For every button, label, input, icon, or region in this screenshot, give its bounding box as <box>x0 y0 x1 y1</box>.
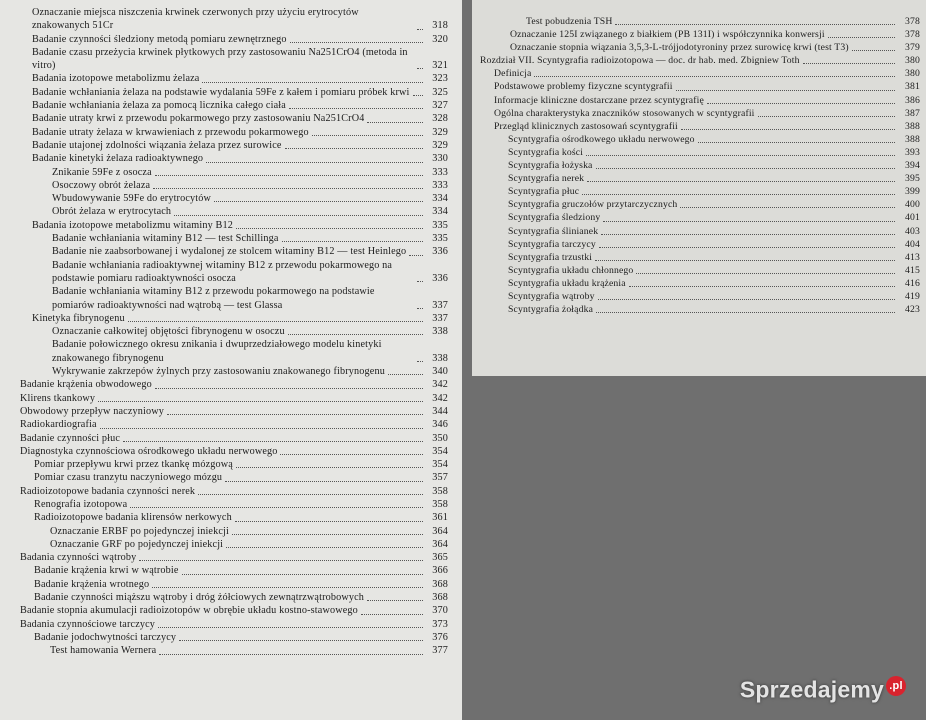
toc-dot-leader <box>153 187 423 189</box>
toc-dot-leader <box>758 115 895 117</box>
toc-dot-leader <box>236 227 423 229</box>
toc-entry <box>20 538 448 551</box>
toc-page-number: 342 <box>432 392 448 404</box>
toc-entry <box>480 146 920 159</box>
toc-page-number: 318 <box>432 20 448 32</box>
toc-dot-leader <box>615 23 895 25</box>
toc-entry-title: Osoczowy obrót żelaza <box>52 179 151 191</box>
toc-dot-leader <box>417 280 423 282</box>
toc-dot-leader <box>582 193 895 195</box>
toc-dot-leader <box>152 586 423 588</box>
toc-page-number: 364 <box>432 525 448 537</box>
toc-entry <box>20 365 448 378</box>
toc-dot-leader <box>182 573 423 575</box>
toc-dot-leader <box>130 506 423 508</box>
toc-dot-leader <box>681 128 895 130</box>
toc-dot-leader <box>312 134 423 136</box>
toc-page-number: 335 <box>432 233 448 245</box>
toc-entry <box>20 112 448 125</box>
toc-page-number: 395 <box>905 173 920 185</box>
toc-dot-leader <box>174 214 423 216</box>
toc-page-number: 327 <box>432 100 448 112</box>
toc-entry-title: Scyntygrafia ślinianek <box>508 225 599 237</box>
toc-entry-title: Scyntygrafia gruczołów przytarczycznych <box>508 199 678 211</box>
toc-entry-title: Oznaczanie całkowitej objętości fibrynogenu w osoczu <box>52 326 285 338</box>
toc-entry <box>20 166 448 179</box>
toc-page-number: 342 <box>432 379 448 391</box>
toc-page-number: 334 <box>432 193 448 205</box>
toc-entry-title: Badania czynnościowe tarczycy <box>20 618 156 630</box>
toc-dot-leader <box>155 174 423 176</box>
toc-page-number: 329 <box>432 126 448 138</box>
toc-page-number: 338 <box>432 326 448 338</box>
toc-page-number: 415 <box>905 264 920 276</box>
toc-entry <box>480 277 920 290</box>
toc-entry-title: Scyntygrafia nerek <box>508 173 585 185</box>
toc-entry-title: Rozdział VII. Scyntygrafia radioizotopowa — doc. dr hab. med. Zbigniew Toth <box>480 55 800 67</box>
toc-dot-leader <box>214 200 423 202</box>
toc-page-number: 361 <box>432 512 448 524</box>
toc-entry <box>20 72 448 85</box>
toc-entry-title: Klirens tkankowy <box>20 392 96 404</box>
toc-entry-title: Oznaczanie stopnia wiązania 3,5,3-L-trójjodotyroniny przez surowicę krwi (test T3) <box>510 42 849 54</box>
toc-page-number: 336 <box>432 272 448 284</box>
toc-entry-title: Badanie krążenia obwodowego <box>20 379 152 391</box>
toc-page-number: 320 <box>432 33 448 45</box>
toc-entry <box>20 511 448 524</box>
toc-dot-leader <box>202 81 423 83</box>
toc-page-number: 370 <box>432 605 448 617</box>
toc-dot-leader <box>417 360 423 362</box>
toc-entry-title: Radioizotopowe badania czynności nerek <box>20 485 196 497</box>
toc-dot-leader <box>225 480 423 482</box>
toc-page-number: 380 <box>905 55 920 67</box>
toc-entry-title: Scyntygrafia kości <box>508 146 584 158</box>
toc-dot-leader <box>236 466 423 468</box>
toc-entry <box>480 251 920 264</box>
toc-page-number: 423 <box>905 304 920 316</box>
toc-entry <box>480 94 920 107</box>
toc-entry-title: Wykrywanie zakrzepów żylnych przy zastosowaniu znakowanego fibrynogenu <box>52 366 385 378</box>
toc-dot-leader <box>828 36 895 38</box>
toc-page-number: 400 <box>905 199 920 211</box>
toc-entry <box>480 41 920 54</box>
toc-page-number: 328 <box>432 113 448 125</box>
toc-entry-title: Badanie kinetyki żelaza radioaktywnego <box>32 153 204 165</box>
toc-page-number: 393 <box>905 146 920 158</box>
sprzedajemy-watermark-logo <box>740 676 906 704</box>
toc-page-number: 350 <box>432 432 448 444</box>
toc-entry-title: Badanie wchłaniania radioaktywnej witaminy B12 z przewodu pokarmowego na podstawie pomiaru radioaktywności osocza <box>52 259 393 284</box>
toc-entry <box>480 159 920 172</box>
toc-entry-title: Badanie czynności miąższu wątroby i dróg żółciowych zewnątrzwątrobowych <box>34 592 365 604</box>
toc-entry-title: Test pobudzenia TSH <box>526 16 613 27</box>
toc-dot-leader <box>159 653 423 655</box>
toc-entry <box>20 325 448 338</box>
toc-entry-title: Obrót żelaza w erytrocytach <box>52 206 172 218</box>
toc-page-number: 419 <box>905 290 920 302</box>
toc-entry-title: Badania izotopowe metabolizmu żelaza <box>32 73 200 85</box>
toc-entry-title: Scyntygrafia łożyska <box>508 160 593 172</box>
toc-page-number: 403 <box>905 225 920 237</box>
toc-page-number: 358 <box>432 485 448 497</box>
toc-entry-title: Informacje kliniczne dostarczane przez scyntygrafię <box>494 94 704 106</box>
toc-entry <box>20 405 448 418</box>
toc-dot-leader <box>707 102 895 104</box>
toc-entry <box>480 238 920 251</box>
toc-entry-title: Pomiar przepływu krwi przez tkankę mózgową <box>34 459 233 471</box>
toc-entry <box>20 126 448 139</box>
toc-entry-title: Oznaczanie GRF po pojedynczej iniekcji <box>50 538 224 550</box>
toc-dot-leader <box>367 121 423 123</box>
toc-entry-title: Renografia izotopowa <box>34 498 128 510</box>
toc-entry-title: Scyntygrafia trzustki <box>508 251 593 263</box>
toc-dot-leader <box>596 167 895 169</box>
toc-page-number: 416 <box>905 277 920 289</box>
toc-entry-title: Badanie stopnia akumulacji radioizotopów w obrębie układu kostno-stawowego <box>20 605 358 617</box>
toc-entry <box>20 631 448 644</box>
toc-entry <box>20 139 448 152</box>
toc-entry-title: Badanie czasu przeżycia krwinek płytkowych przy zastosowaniu Na251CrO4 (metoda in vitro) <box>32 46 408 72</box>
toc-entry <box>480 54 920 67</box>
toc-dot-leader <box>98 400 423 402</box>
toc-page-number: 404 <box>905 238 920 250</box>
toc-entry-title: Scyntygrafia płuc <box>508 186 580 198</box>
toc-entry-title: Badanie wchłaniania żelaza na podstawie wydalania 59Fe z kałem i pomiaru próbek krwi <box>32 86 410 98</box>
toc-entry <box>20 578 448 591</box>
toc-page-number: 380 <box>905 68 920 80</box>
toc-entry <box>20 99 448 112</box>
toc-entry-title: Badania czynności wątroby <box>20 552 137 564</box>
toc-entry <box>20 644 448 657</box>
toc-entry-title: Scyntygrafia układu krążenia <box>508 277 626 289</box>
toc-dot-leader <box>290 41 423 43</box>
toc-dot-leader <box>179 639 423 641</box>
toc-entry-title: Oznaczanie miejsca niszczenia krwinek czerwonych przy użyciu erytrocytów znakowanych 51Cr <box>32 7 359 32</box>
toc-entry <box>480 120 920 133</box>
toc-entry-title: Radioizotopowe badania klirensów nerkowych <box>34 512 232 524</box>
toc-entry-title: Badanie czynności płuc <box>20 432 121 444</box>
toc-entry <box>480 185 920 198</box>
toc-dot-leader <box>599 246 895 248</box>
watermark-badge: .pl <box>886 676 906 696</box>
toc-dot-leader <box>598 298 895 300</box>
toc-dot-leader <box>206 161 423 163</box>
toc-entry <box>20 418 448 431</box>
toc-page-number: 365 <box>432 552 448 564</box>
toc-dot-leader <box>603 220 895 222</box>
toc-entry <box>480 67 920 80</box>
toc-entry <box>20 551 448 564</box>
toc-dot-leader <box>417 28 423 30</box>
toc-page-number: 354 <box>432 445 448 457</box>
toc-entry-title: Badanie nie zaabsorbowanej i wydalonej ze stolcem witaminy B12 — test Heinlego <box>52 246 407 258</box>
toc-page-number: 334 <box>432 206 448 218</box>
toc-page-number: 401 <box>905 212 920 224</box>
toc-dot-leader <box>100 427 423 429</box>
toc-entry <box>20 498 448 511</box>
toc-page-number: 376 <box>432 631 448 643</box>
toc-dot-leader <box>289 107 423 109</box>
toc-dot-leader <box>155 387 423 389</box>
toc-entry <box>20 618 448 631</box>
toc-dot-leader <box>595 259 895 261</box>
toc-entry-title: Test hamowania Wernera <box>50 645 157 657</box>
toc-entry <box>20 285 448 312</box>
toc-entry-title: Badanie wchłaniania żelaza za pomocą licznika całego ciała <box>32 100 286 112</box>
toc-entry-title: Obwodowy przepływ naczyniowy <box>20 405 164 417</box>
toc-entry <box>480 303 920 316</box>
toc-page-number: 325 <box>432 86 448 98</box>
toc-entry-title: Badania izotopowe metabolizmu witaminy B12 <box>32 219 233 231</box>
toc-entry <box>480 28 920 41</box>
toc-page-number: 388 <box>905 133 920 145</box>
toc-dot-leader <box>698 141 895 143</box>
toc-dot-leader <box>629 285 895 287</box>
toc-entry <box>480 80 920 93</box>
toc-entry-title: Badanie utraty żelaza w krwawieniach z przewodu pokarmowego <box>32 126 309 138</box>
toc-dot-leader <box>139 559 423 561</box>
toc-entry <box>20 192 448 205</box>
toc-entry-title: Przegląd klinicznych zastosowań scyntygrafii <box>494 120 678 132</box>
toc-dot-leader <box>280 453 423 455</box>
toc-entry <box>20 445 448 458</box>
toc-entry-title: Badanie krążenia wrotnego <box>34 578 150 590</box>
toc-page-number: 354 <box>432 459 448 471</box>
toc-entry <box>20 232 448 245</box>
toc-dot-leader <box>158 626 423 628</box>
toc-page-number: 358 <box>432 498 448 510</box>
toc-dot-leader <box>852 49 895 51</box>
toc-entry-title: Badanie utajonej zdolności wiązania żelaza przez surowice <box>32 139 282 151</box>
left-book-page <box>0 0 462 720</box>
toc-dot-leader <box>417 307 423 309</box>
toc-page-number: 335 <box>432 219 448 231</box>
toc-entry-title: Radiokardiografia <box>20 419 97 431</box>
toc-entry-title: Znikanie 59Fe z osocza <box>52 166 152 178</box>
toc-entry-title: Diagnostyka czynnościowa ośrodkowego układu nerwowego <box>20 445 278 457</box>
toc-entry-title: Badanie utraty krwi z przewodu pokarmowego przy zastosowaniu Na251CrO4 <box>32 113 365 125</box>
toc-entry-title: Podstawowe problemy fizyczne scyntygrafii <box>494 81 673 93</box>
toc-entry-title: Wbudowywanie 59Fe do erytrocytów <box>52 193 211 205</box>
toc-entry <box>20 378 448 391</box>
toc-dot-leader <box>601 233 895 235</box>
toc-dot-leader <box>167 413 423 415</box>
toc-entry <box>480 225 920 238</box>
toc-entry-title: Ogólna charakterystyka znaczników stosowanych w scyntygrafii <box>494 107 755 119</box>
toc-page-number: 329 <box>432 139 448 151</box>
toc-entry <box>20 245 448 258</box>
toc-page-number: 399 <box>905 186 920 198</box>
toc-page-number: 336 <box>432 246 448 258</box>
toc-dot-leader <box>288 333 423 335</box>
toc-dot-leader <box>123 440 423 442</box>
toc-entry <box>480 107 920 120</box>
toc-page-number: 368 <box>432 578 448 590</box>
toc-dot-leader <box>413 94 423 96</box>
toc-page-number: 378 <box>905 29 920 41</box>
toc-page-number: 338 <box>432 352 448 364</box>
toc-entry-title: Scyntygrafia żołądka <box>508 304 594 316</box>
toc-entry <box>20 458 448 471</box>
toc-page-number: 340 <box>432 366 448 378</box>
toc-dot-leader <box>409 254 423 256</box>
toc-entry-title: Scyntygrafia ośrodkowego układu nerwowego <box>508 133 695 145</box>
toc-entry-title: Badanie czynności śledziony metodą pomiaru zewnętrznego <box>32 33 287 45</box>
toc-entry <box>20 312 448 325</box>
toc-dot-leader <box>803 62 895 64</box>
toc-entry-title: Badanie krążenia krwi w wątrobie <box>34 565 179 577</box>
toc-dot-leader <box>367 599 423 601</box>
watermark-text: Sprzedajemy <box>739 677 884 703</box>
toc-entry-title: Badanie wchłaniania witaminy B12 — test Schillinga <box>52 233 279 245</box>
toc-entry <box>20 485 448 498</box>
toc-page-number: 344 <box>432 405 448 417</box>
toc-dot-leader <box>128 320 423 322</box>
toc-dot-leader <box>282 240 424 242</box>
toc-page-number: 364 <box>432 538 448 550</box>
toc-page-number: 357 <box>432 472 448 484</box>
toc-entry <box>480 198 920 211</box>
toc-entry <box>20 33 448 46</box>
toc-entry-title: Badanie wchłaniania witaminy B12 z przewodu pokarmowego na podstawie pomiarów radioaktywności nad wątrobą — test Glassa <box>52 286 375 311</box>
toc-dot-leader <box>417 67 423 69</box>
right-book-page <box>472 0 926 376</box>
toc-entry <box>20 591 448 604</box>
toc-page-number: 413 <box>905 251 920 263</box>
toc-entry <box>20 152 448 165</box>
toc-page-number: 368 <box>432 592 448 604</box>
toc-dot-leader <box>285 147 423 149</box>
toc-entry-title: Oznaczanie ERBF po pojedynczej iniekcji <box>50 525 229 537</box>
toc-entry <box>20 525 448 538</box>
toc-page-number: 330 <box>432 153 448 165</box>
toc-dot-leader <box>198 493 423 495</box>
toc-entry <box>20 471 448 484</box>
toc-page-number: 377 <box>432 645 448 657</box>
toc-entry <box>20 259 448 286</box>
toc-entry-title: Scyntygrafia układu chłonnego <box>508 264 634 276</box>
toc-dot-leader <box>388 373 423 375</box>
toc-page-number: 366 <box>432 565 448 577</box>
toc-page-number: 321 <box>432 60 448 72</box>
toc-entry <box>20 219 448 232</box>
toc-entry <box>480 15 920 28</box>
toc-entry-title: Badanie połowicznego okresu znikania i dwuprzedziałowego modelu kinetyki znakowanego fibrynogenu <box>52 339 382 364</box>
toc-page-number: 378 <box>905 16 920 27</box>
toc-page-number: 337 <box>432 299 448 311</box>
toc-page-number: 381 <box>905 81 920 93</box>
toc-dot-leader <box>361 613 423 615</box>
toc-entry <box>20 46 448 73</box>
toc-page-number: 337 <box>432 312 448 324</box>
toc-entry <box>480 211 920 224</box>
toc-dot-leader <box>235 520 423 522</box>
toc-entry <box>480 133 920 146</box>
toc-entry-title: Oznaczanie 125I związanego z białkiem (PB 131I) i współczynnika konwersji <box>510 29 825 41</box>
toc-entry <box>20 392 448 405</box>
toc-dot-leader <box>596 311 895 313</box>
toc-entry <box>20 564 448 577</box>
toc-entry <box>20 604 448 617</box>
toc-entry-title: Pomiar czasu tranzytu naczyniowego mózgu <box>34 472 223 484</box>
toc-dot-leader <box>586 154 895 156</box>
toc-entry <box>480 172 920 185</box>
toc-entry <box>20 338 448 365</box>
toc-entry-title: Scyntygrafia śledziony <box>508 212 601 224</box>
toc-page-number: 323 <box>432 73 448 85</box>
toc-dot-leader <box>226 546 423 548</box>
toc-page-number: 387 <box>905 107 920 119</box>
toc-entry <box>20 179 448 192</box>
toc-entry <box>20 86 448 99</box>
toc-dot-leader <box>587 180 895 182</box>
toc-dot-leader <box>534 75 895 77</box>
toc-page-number: 333 <box>432 166 448 178</box>
toc-entry <box>20 6 448 33</box>
toc-entry-title: Scyntygrafia wątroby <box>508 290 595 302</box>
toc-entry <box>20 205 448 218</box>
toc-entry <box>480 290 920 303</box>
toc-dot-leader <box>636 272 895 274</box>
toc-entry <box>480 264 920 277</box>
toc-dot-leader <box>676 89 895 91</box>
toc-entry-title: Definicja <box>494 68 532 80</box>
toc-page-number: 346 <box>432 419 448 431</box>
toc-entry-title: Scyntygrafia tarczycy <box>508 238 596 250</box>
toc-page-number: 388 <box>905 120 920 132</box>
toc-entry-title: Badanie jodochwytności tarczycy <box>34 631 177 643</box>
toc-page-number: 386 <box>905 94 920 106</box>
toc-page-number: 373 <box>432 618 448 630</box>
toc-dot-leader <box>680 206 895 208</box>
toc-page-number: 394 <box>905 160 920 172</box>
toc-page-number: 333 <box>432 179 448 191</box>
toc-page-number: 379 <box>905 42 920 54</box>
toc-entry-title: Kinetyka fibrynogenu <box>32 312 125 324</box>
toc-dot-leader <box>232 533 423 535</box>
toc-entry <box>20 432 448 445</box>
